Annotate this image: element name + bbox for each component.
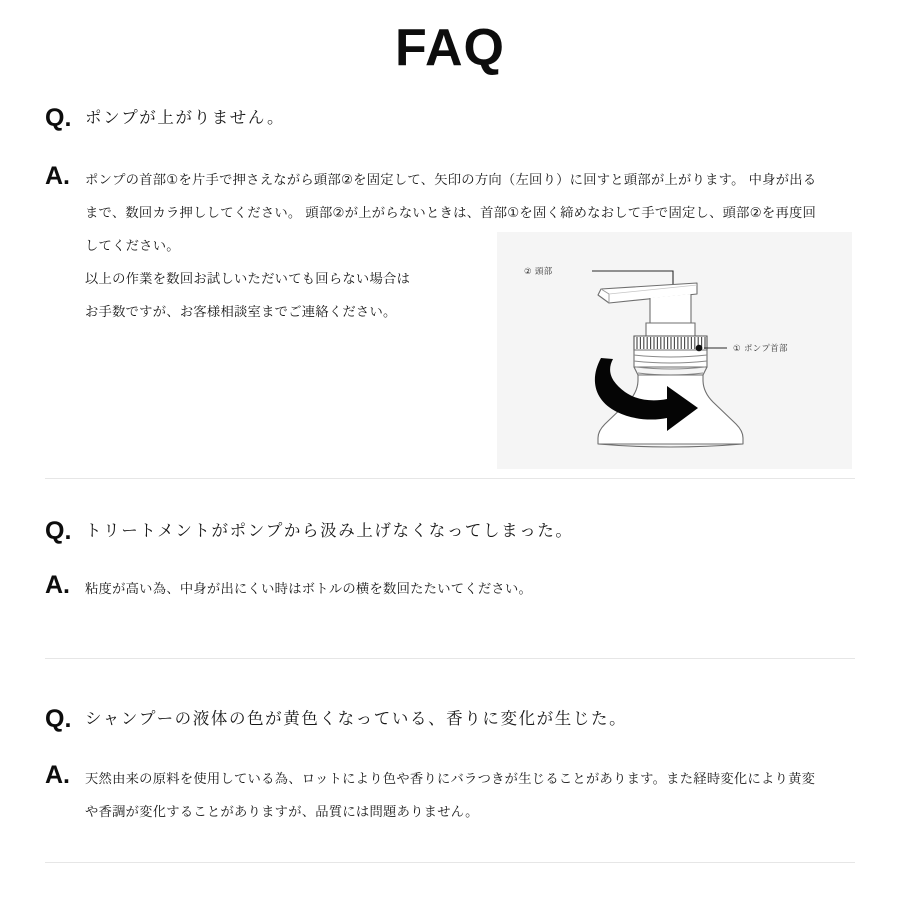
answer-line: 以上の作業を数回お試しいただいても回らない場合は [85, 271, 411, 286]
faq-item [45, 518, 855, 605]
faq-item [45, 706, 855, 828]
answer-line: 粘度が高い為、中身が出にくい時はボトルの横を数回たたいてください。 [85, 581, 533, 596]
question-marker: Q. [45, 104, 72, 132]
section-divider [45, 478, 855, 479]
question-text: ポンプが上がりません。 [85, 108, 286, 127]
pump-bottle-illustration [497, 232, 852, 469]
faq-answer [45, 762, 855, 828]
answer-marker: A. [45, 571, 70, 599]
answer-line: ポンプの首部①を片手で押さえながら頭部②を固定して、矢印の方向（左回り）に回すと頭部が上がります。 中身が出る [85, 172, 817, 187]
faq-question [45, 518, 855, 544]
answer-line: まで、数回カラ押ししてください。 頭部②が上がらないときは、首部①を固く締めなおして手で固定し、頭部②を再度回 [85, 205, 817, 220]
answer-line: お手数ですが、お客様相談室までご連絡ください。 [85, 304, 397, 319]
faq-question [45, 706, 855, 732]
page-title: FAQ [395, 19, 505, 77]
answer-line: してください。 [85, 238, 180, 253]
answer-marker: A. [45, 162, 70, 190]
answer-line: や香調が変化することがありますが、品質には問題ありません。 [85, 804, 479, 819]
pump-stem-shape [646, 294, 695, 336]
question-marker: Q. [45, 517, 72, 545]
answer-marker: A. [45, 761, 70, 789]
answer-body [85, 572, 855, 605]
callout-label-head: ② 頭部 [524, 266, 553, 276]
section-divider [45, 658, 855, 659]
question-text: シャンプーの液体の色が黄色くなっている、香りに変化が生じた。 [85, 709, 628, 728]
callout-label-neck: ① ポンプ首部 [733, 343, 788, 353]
answer-body [85, 762, 855, 828]
question-text: トリートメントがポンプから汲み上げなくなってしまった。 [85, 521, 574, 540]
answer-line: 天然由来の原料を使用している為、ロットにより色や香りにバラつきが生じることがあります。また経時変化により黄変 [85, 771, 816, 786]
faq-answer [45, 572, 855, 605]
question-marker: Q. [45, 705, 72, 733]
section-divider [45, 862, 855, 863]
faq-question [45, 105, 855, 131]
